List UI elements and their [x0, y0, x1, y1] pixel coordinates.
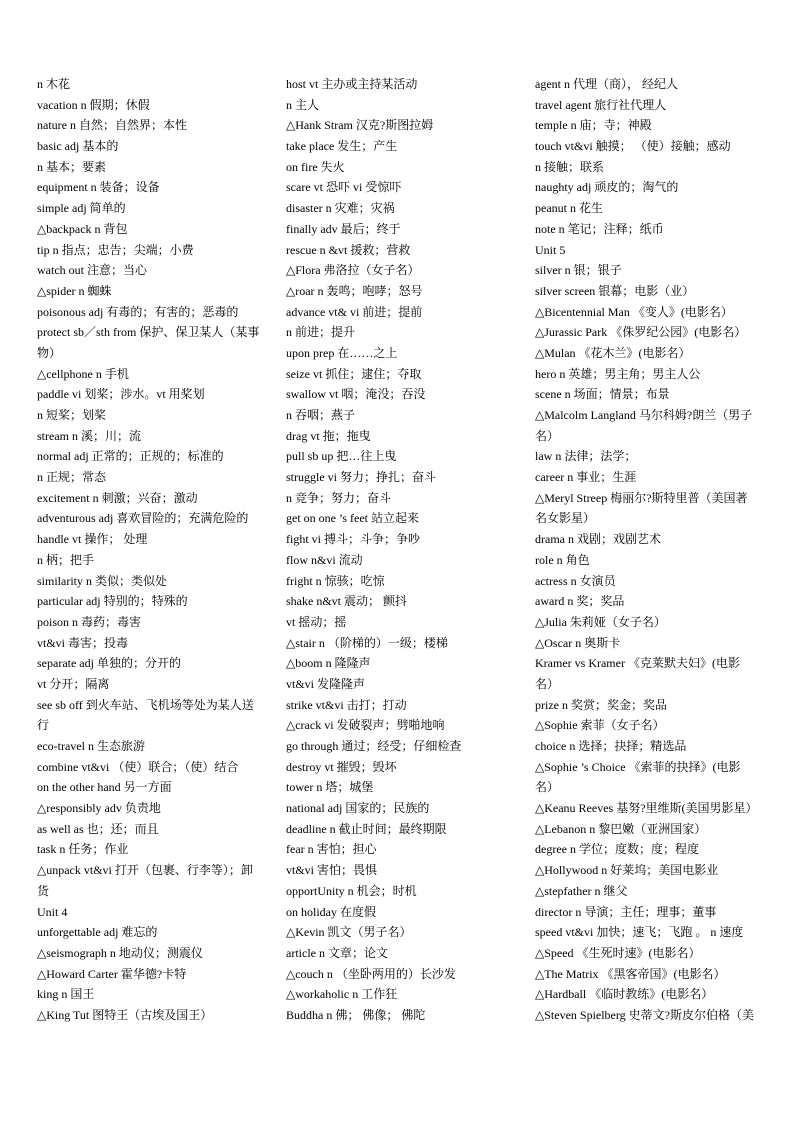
vocabulary-entry: paddle vi 划桨；涉水。vt 用桨划	[37, 387, 205, 402]
vocabulary-entry: n 短桨；划桨	[37, 408, 107, 422]
vocabulary-entry: watch out 注意；当心	[37, 263, 147, 278]
vocabulary-entry: △Hollywood n 好莱坞；美国电影业	[535, 863, 719, 878]
vocabulary-column-3	[535, 74, 767, 1026]
vocabulary-entry: 名女影星）	[535, 511, 596, 526]
vocabulary-entry: normal adj 正常的；正规的；标准的	[37, 449, 224, 464]
vocabulary-entry: △boom n 隆隆声	[286, 656, 371, 671]
vocabulary-entry: eco-travel n 生态旅游	[37, 739, 145, 753]
vocabulary-entry: travel agent 旅行社代理人	[535, 97, 667, 112]
vocabulary-entry: △Jurassic Park 《侏罗纪公园》(电影名）	[535, 325, 747, 340]
vocabulary-entry: shake n&vt 震动； 颤抖	[286, 594, 407, 609]
vocabulary-entry: △cellphone n 手机	[37, 366, 129, 381]
vocabulary-entry: silver n 银；银子	[535, 263, 622, 278]
vocabulary-entry: prize n 奖赏；奖金；奖品	[535, 697, 667, 712]
vocabulary-entry: △Howard Carter 霍华德?卡特	[37, 966, 187, 981]
vocabulary-entry: deadline n 截止时间；最终期限	[286, 821, 447, 836]
vocabulary-entry: △Keanu Reeves 基努?里维斯(美国男影星）	[535, 801, 758, 816]
vocabulary-entry: flow n&vi 流动	[286, 552, 363, 567]
vocabulary-entry: tower n 塔；城堡	[286, 780, 374, 795]
vocabulary-entry: combine vt&vi （使）联合；（使）结合	[37, 759, 239, 774]
vocabulary-entry: hero n 英雄；男主角；男主人公	[535, 366, 701, 381]
vocabulary-entry: peanut n 花生	[535, 201, 603, 216]
vocabulary-entry: △couch n （坐卧两用的）长沙发	[286, 966, 456, 981]
vocabulary-entry: particular adj 特别的；特殊的	[37, 594, 188, 609]
vocabulary-entry: 物）	[37, 345, 62, 360]
vocabulary-entry: equipment n 装备；设备	[37, 180, 160, 195]
vocabulary-entry: choice n 选择；抉择；精选品	[535, 739, 687, 753]
vocabulary-entry: △backpack n 背包	[37, 221, 128, 236]
vocabulary-entry: degree n 学位；度数；度；程度	[535, 842, 699, 857]
vocabulary-entry: n 接触；联系	[535, 159, 605, 174]
vocabulary-entry: △stepfather n 继父	[535, 883, 628, 898]
vocabulary-entry: handle vt 操作； 处理	[37, 532, 148, 547]
vocabulary-entry: article n 文章；论文	[286, 945, 388, 960]
vocabulary-entry: upon prep 在……之上	[286, 345, 398, 360]
vocabulary-entry: △unpack vt&vi 打开（包裹、行李等）；卸	[37, 863, 253, 878]
vocabulary-entry: 货	[37, 883, 50, 898]
vocabulary-entry: temple n 庙；寺；神殿	[535, 118, 652, 133]
vocabulary-entry: touch vt&vi 触摸； （使）接触；感动	[535, 139, 731, 154]
vocabulary-entry: △Julia 朱莉娅（女子名）	[535, 614, 666, 629]
vocabulary-entry: Unit 4	[37, 904, 68, 919]
vocabulary-entry: n 竞争；努力；奋斗	[286, 490, 392, 505]
vocabulary-entry: struggle vi 努力；挣扎；奋斗	[286, 470, 436, 485]
vocabulary-entry: △workaholic n 工作狂	[286, 987, 398, 1002]
vocabulary-entry: similarity n 类似；类似处	[37, 573, 167, 588]
vocabulary-entry: △Speed 《生死时速》(电影名）	[535, 945, 701, 960]
vocabulary-entry: △Hank Stram 汉克?斯图拉姆	[286, 118, 434, 133]
vocabulary-entry: as well as 也；还；而且	[37, 821, 159, 836]
vocabulary-entry: opportUnity n 机会；时机	[286, 883, 417, 898]
vocabulary-entry: host vt 主办或主持某活动	[286, 77, 418, 91]
vocabulary-entry: △Flora 弗洛拉（女子名）	[286, 263, 420, 278]
vocabulary-entry: basic adj 基本的	[37, 139, 119, 154]
vocabulary-entry: △Mulan 《花木兰》(电影名）	[535, 345, 691, 360]
vocabulary-entry: Kramer vs Kramer 《克莱默夫妇》(电影	[535, 656, 740, 671]
vocabulary-entry: 名）	[535, 428, 560, 443]
vocabulary-entry: △roar n 轰鸣；咆哮；怒号	[286, 283, 423, 298]
vocabulary-entry: strike vt&vi 击打；打动	[286, 697, 407, 712]
vocabulary-column-2	[286, 74, 518, 1026]
vocabulary-entry: role n 角色	[535, 552, 590, 567]
vocabulary-entry: destroy vt 摧毁；毁坏	[286, 759, 397, 774]
vocabulary-entry: fight vi 搏斗；斗争；争吵	[286, 532, 420, 547]
vocabulary-entry: n 基本；要素	[37, 159, 107, 174]
vocabulary-entry: △responsibly adv 负责地	[37, 801, 161, 816]
vocabulary-entry: △Sophie ’s Choice 《索菲的抉择》(电影	[535, 759, 741, 774]
vocabulary-entry: director n 导演；主任；理事；董事	[535, 904, 717, 919]
vocabulary-entry: adventurous adj 喜欢冒险的；充满危险的	[37, 511, 249, 526]
vocabulary-entry: rescue n &vt 援救；营救	[286, 242, 411, 257]
vocabulary-entry: n 前进；提升	[286, 325, 356, 340]
vocabulary-entry: advance vt& vi 前进；提前	[286, 304, 423, 319]
vocabulary-entry: △The Matrix 《黑客帝国》(电影名）	[535, 966, 726, 981]
vocabulary-entry: finally adv 最后；终于	[286, 221, 401, 236]
vocabulary-entry: △Hardball 《临时教练》(电影名）	[535, 987, 714, 1002]
vocabulary-entry: fear n 害怕；担心	[286, 842, 377, 857]
vocabulary-entry: △Lebanon n 黎巴嫩（亚洲国家）	[535, 821, 707, 836]
vocabulary-entry: vt&vi 毒害；投毒	[37, 635, 129, 650]
vocabulary-entry: scare vt 恐吓 vi 受惊吓	[286, 180, 402, 195]
vocabulary-column-1	[37, 74, 269, 1026]
vocabulary-entry: △Oscar n 奥斯卡	[535, 635, 621, 650]
vocabulary-entry: drag vt 拖；拖曳	[286, 428, 371, 443]
vocabulary-entry: △Meryl Streep 梅丽尔?斯特里普（美国著	[535, 490, 748, 505]
vocabulary-entry: excitement n 刺激；兴奋；激动	[37, 490, 198, 505]
vocabulary-entry: go through 通过；经受；仔细检查	[286, 739, 462, 753]
vocabulary-entry: △King Tut 图特王（古埃及国王）	[37, 1007, 213, 1022]
vocabulary-entry: △spider n 蜘蛛	[37, 283, 112, 298]
vocabulary-entry: drama n 戏剧；戏剧艺术	[535, 532, 661, 547]
vocabulary-entry: silver screen 银幕；电影（业）	[535, 283, 695, 298]
vocabulary-entry: on the other hand 另一方面	[37, 780, 172, 795]
vocabulary-entry: 名）	[535, 676, 560, 691]
vocabulary-entry: scene n 场面；情景；布景	[535, 387, 670, 402]
vocabulary-entry: king n 国王	[37, 987, 95, 1002]
vocabulary-entry: career n 事业；生涯	[535, 470, 637, 485]
vocabulary-entry: Unit 5	[535, 242, 566, 257]
vocabulary-entry: national adj 国家的；民族的	[286, 801, 430, 816]
vocabulary-entry: actress n 女演员	[535, 573, 616, 588]
vocabulary-entry: award n 奖；奖品	[535, 594, 625, 609]
vocabulary-entry: task n 任务；作业	[37, 842, 129, 857]
vocabulary-entry: △seismograph n 地动仪；测震仪	[37, 945, 203, 960]
vocabulary-entry: △Steven Spielberg 史蒂文?斯皮尔伯格（美	[535, 1007, 754, 1022]
vocabulary-entry: agent n 代理（商）， 经纪人	[535, 77, 678, 91]
vocabulary-entry: seize vt 抓住；逮住；夺取	[286, 366, 422, 381]
vocabulary-entry: △Sophie 索菲（女子名）	[535, 718, 665, 733]
vocabulary-entry: nature n 自然；自然界；本性	[37, 118, 187, 133]
vocabulary-entry: simple adj 简单的	[37, 201, 126, 216]
vocabulary-entry: poison n 毒药；毒害	[37, 614, 142, 629]
vocabulary-entry: vt 分开；隔离	[37, 676, 110, 691]
vocabulary-entry: separate adj 单独的；分开的	[37, 656, 181, 671]
vocabulary-entry: n 木花	[37, 77, 71, 91]
vocabulary-entry: pull sb up 把…往上曳	[286, 449, 397, 464]
vocabulary-entry: speed vt&vi 加快；速飞；飞跑 。 n 速度	[535, 925, 744, 940]
vocabulary-entry: vacation n 假期；休假	[37, 97, 150, 112]
vocabulary-entry: vt&vi 害怕；畏惧	[286, 863, 378, 878]
vocabulary-entry: n 主人	[286, 97, 320, 112]
vocabulary-entry: △Malcolm Langland 马尔科姆?朗兰（男子	[535, 408, 753, 422]
vocabulary-entry: see sb off 到火车站、飞机场等处为某人送	[37, 697, 254, 712]
vocabulary-entry: disaster n 灾难；灾祸	[286, 201, 395, 216]
vocabulary-entry: poisonous adj 有毒的；有害的；恶毒的	[37, 304, 239, 319]
vocabulary-entry: n 吞咽；燕子	[286, 408, 356, 422]
vocabulary-entry: 行	[37, 718, 50, 733]
vocabulary-entry: vt 摇动；摇	[286, 614, 347, 629]
vocabulary-entry: protect sb／sth from 保护、保卫某人（某事	[37, 325, 260, 340]
vocabulary-entry: △Bicentennial Man 《变人》(电影名）	[535, 304, 733, 319]
vocabulary-entry: tip n 指点；忠告；尖端；小费	[37, 242, 194, 257]
vocabulary-entry: 名）	[535, 780, 560, 795]
vocabulary-entry: fright n 惊骇；吃惊	[286, 573, 385, 588]
vocabulary-entry: swallow vt 咽；淹没；吞没	[286, 387, 426, 402]
vocabulary-entry: vt&vi 发隆隆声	[286, 676, 366, 691]
vocabulary-entry: on holiday 在度假	[286, 904, 376, 919]
vocabulary-entry: take place 发生；产生	[286, 139, 398, 154]
vocabulary-entry: law n 法律；法学；	[535, 449, 637, 464]
vocabulary-entry: △Kevin 凯文（男子名）	[286, 925, 412, 940]
vocabulary-entry: naughty adj 顽皮的；淘气的	[535, 180, 679, 195]
vocabulary-entry: unforgettable adj 难忘的	[37, 925, 158, 940]
vocabulary-entry: △crack vi 发破裂声；劈啪地响	[286, 718, 445, 733]
vocabulary-entry: Buddha n 佛； 佛像； 佛陀	[286, 1007, 426, 1022]
vocabulary-entry: n 正规；常态	[37, 470, 107, 485]
vocabulary-entry: get on one ’s feet 站立起来	[286, 511, 419, 526]
vocabulary-entry: note n 笔记；注释；纸币	[535, 221, 664, 236]
vocabulary-entry: on fire 失火	[286, 159, 345, 174]
vocabulary-entry: stream n 溪；川；流	[37, 428, 141, 443]
vocabulary-entry: △stair n （阶梯的）一级；楼梯	[286, 635, 448, 650]
vocabulary-entry: n 柄；把手	[37, 552, 95, 567]
